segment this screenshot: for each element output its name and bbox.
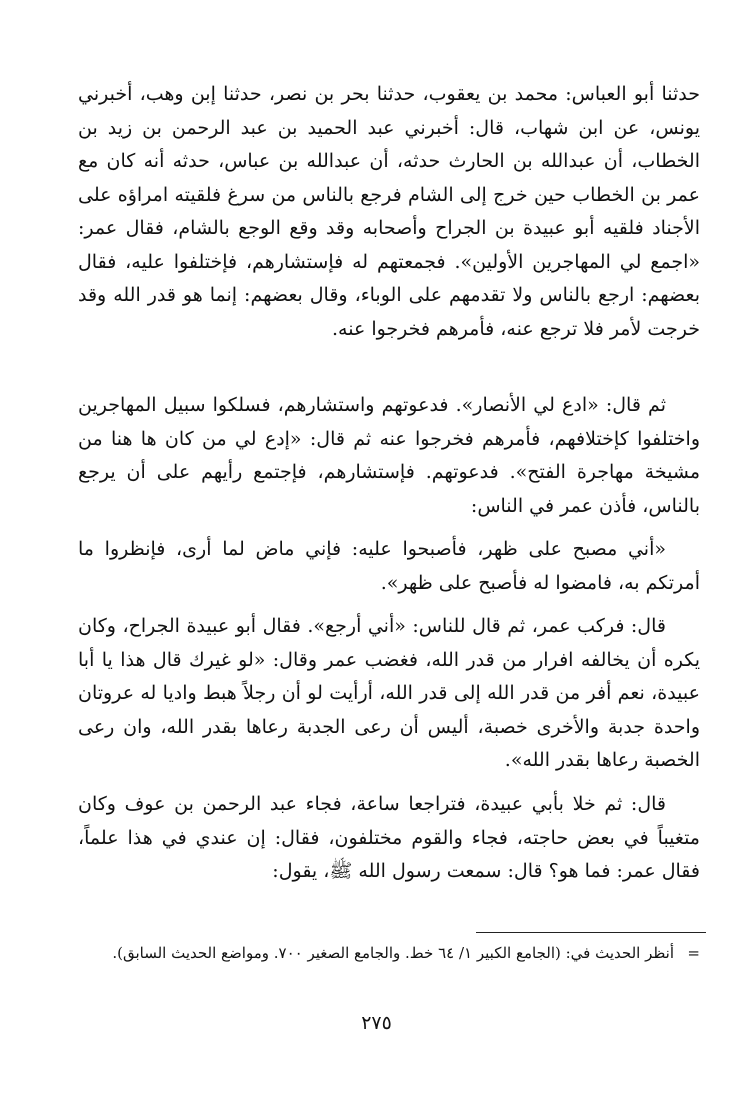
footnote-text: أنظر الحديث في: (الجامع الكبير ١/ ٦٤ خط. والجامع الصغير ٧٠٠. ومواضع الحديث السابق). — [112, 944, 674, 962]
paragraph-abdulrahman: قال: ثم خلا بأبي عبيدة، فتراجعا ساعة، فجاء عبد الرحمن بن عوف وكان متغيباً في بعض حاجته، فجاء والقوم مختلفون، فقال: إن عندي في هذا علماً، فقال عمر: فما هو؟ قال: سمعت رسول الله ﷺ، يقول: — [78, 793, 700, 882]
page-number: ٢٧٥ — [361, 1012, 392, 1034]
page-body — [78, 78, 700, 889]
footnote-divider — [476, 932, 706, 933]
paragraph-abu-ubaida: قال: فركب عمر، ثم قال للناس: «أني أرجع». فقال أبو عبيدة الجراح، وكان يكره أن يخالفه افرار من قدر الله، فغضب عمر وقال: «لو غيرك قال هذا يا أبا عبيدة، نعم أفر من قدر الله إلى قدر الله، أرأيت لو أن رجلاً هبط واديا له عروتان واحدة جدبة والأخرى خصبة، أليس أن رعى الجدبة رعاها بقدر الله، وان رعى الخصبة رعاها بقدر الله». — [78, 615, 700, 771]
footnote-mark: = — [687, 944, 700, 962]
paragraph-ansar: ثم قال: «ادع لي الأنصار». فدعوتهم واستشارهم، فسلكوا سبيل المهاجرين واختلفوا كإختلافهم، فأمرهم فخرجوا عنه ثم قال: «إدع لي من كان ها هنا من مشيخة مهاجرة الفتح». فدعوتهم. فإستشارهم، فإجتمع رأيهم على أن يرجع بالناس، فأذن عمر في الناس: — [78, 394, 700, 517]
footnote — [78, 942, 700, 965]
paragraph-hadith-chain: حدثنا أبو العباس: محمد بن يعقوب، حدثنا بحر بن نصر، حدثنا إبن وهب، أخبرني يونس، عن ابن شهاب، قال: أخبرني عبد الحميد بن عبد الرحمن بن زيد بن الخطاب، أن عبدالله بن الحارث حدثه، أن عبدالله بن عباس، حدثه أنه كان مع عمر بن الخطاب حين خرج إلى الشام فرجع بالناس من سرغ فلقيته امراؤه على الأجناد فلقيه أبو عبيدة بن الجراح وأصحابه وقد وقع الوجع بالشام، فقال عمر: «اجمع لي المهاجرين الأولين». فجمعتهم له فإستشارهم، فإختلفوا عليه، فقال بعضهم: ارجع بالناس ولا تقدمهم على الوباء، وقال بعضهم: إنما هو قدر الله وقد خرجت لأمر فلا ترجع عنه، فأمرهم فخرجوا عنه. — [78, 83, 700, 340]
paragraph-quote-umar: «أني مصبح على ظهر، فأصبحوا عليه: فإني ماض لما أرى، فإنظروا ما أمرتكم به، فامضوا له فأصبح على ظهر». — [78, 538, 700, 594]
